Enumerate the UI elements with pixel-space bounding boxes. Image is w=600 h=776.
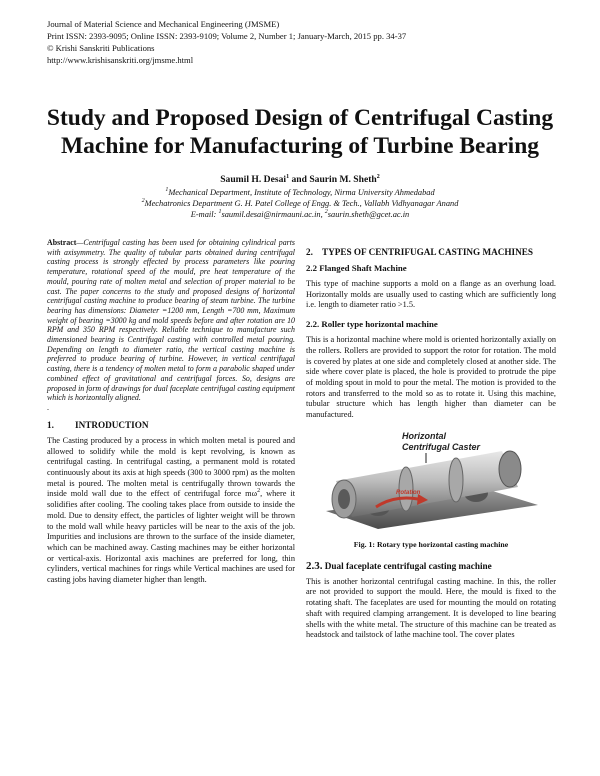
section2-heading: [306, 247, 556, 257]
s23-number: 2.3.: [306, 559, 323, 572]
rotation-label: Rotation: [396, 489, 421, 496]
journal-issn: Print ISSN: 2393-9095; Online ISSN: 2393-9109; Volume 2, Number 1; January-March, 2015 pp. 34-37: [47, 31, 407, 41]
abstract: [47, 238, 295, 403]
s21-heading: 2.2 Flanged Shaft Machine: [306, 263, 407, 273]
abstract-trailing-dot: .: [47, 402, 49, 412]
centrifugal-caster-illustration: [306, 429, 556, 536]
affiliations: [0, 187, 600, 220]
flange-2: [449, 458, 463, 502]
affiliation-1-sup: 1: [165, 187, 169, 194]
intro-heading-text: INTRODUCTION: [75, 419, 149, 430]
figure-label-line1: Horizontal: [402, 430, 446, 441]
s23-heading-text: Dual faceplate centrifugal casting machine: [324, 560, 492, 571]
affiliation-2: $^2$Mechatronics Department G. H. Patel College of Engg. & Tech., Vallabh Vidhyanagar Anand: [141, 198, 459, 208]
journal-header: [47, 18, 406, 66]
email-2[interactable]: saurin.sheth@gcet.ac.in: [327, 210, 410, 219]
right-column: [306, 238, 556, 649]
figure-1: [306, 429, 556, 536]
figure-1-caption: Fig. 1: Rotary type horizontal casting machine: [353, 539, 509, 549]
journal-url[interactable]: http://www.krishisanskriti.org/jmsme.html: [47, 55, 194, 65]
intro-number: 1.: [47, 419, 54, 430]
s22-text: This is a horizontal machine where mold is oriented horizontally axially on the rollers. Rollers are provided to support the rotor for rotation. The mold is covered by plates at one side and completely closed at another side. The side where cover plate is placed, the hole is provided to protrude the pipe of molding spout in mold to pour the metal. The motion is provided to the rotors and transferred to the mold so as to rotate it. Using this machine, tubular structure which has length higher than diameter can be manufactured.: [306, 335, 556, 420]
affiliation-2-sup: 2: [141, 198, 145, 205]
tube-end-right: [499, 451, 521, 487]
figure-label-line2: Centrifugal Caster: [402, 441, 481, 452]
flange-1: [399, 467, 413, 511]
s23-heading: [306, 560, 556, 572]
author-2-sup: 2: [376, 173, 380, 180]
author-1: Saumil H. Desai: [220, 174, 287, 185]
journal-name: Journal of Material Science and Mechanical Engineering (JMSME): [47, 19, 280, 29]
author-1-sup: 1: [286, 173, 290, 180]
journal-publisher: © Krishi Sanskriti Publications: [47, 43, 155, 53]
paper-title: Study and Proposed Design of Centrifugal Casting Machine for Manufacturing of Turbine Bearing: [46, 105, 554, 159]
left-column: [47, 238, 295, 594]
author-2: Saurin M. Sheth: [309, 174, 377, 185]
s22-heading: 2.2. Roller type horizontal machine: [306, 319, 438, 330]
section2-number: 2.: [306, 247, 313, 257]
abstract-text: —Centrifugal casting has been used for obtaining cylindrical parts with axisymmetry. The quality of tubular parts obtained during centrifugal casting process is strongly effected by process parameters like pouring temperature, rotational speed of the mould, pre heat temperature of the mould, pouring rate of molten metal and selection of proper material to be cast. The paper concerns to the study and proposed designs of horizontal centrifugal casting machine to produce bearing of steam turbine. The turbine bearing has dimensions: Diameter =1200 mm, Length =700 mm, Maximum weight of bearing =3000 kg and mold speeds before and after rotation are 10 RPM and 350 RPM respectively. Reliable technique to manufacture such dimensioned bearing is Centrifugal casting with controlled metal pouring. Depending on length to diameter ratio, the vertical casting machine is preferred to produce bearing of turbine. However, in vertical centrifugal casting, there is a tendency of molten metal to form a parabolic shaped under combined effect of gravitational and centrifugal forces. So, designs are proposed in form of drawings for dual faceplate centrifugal casting equipment which is horizontally aligned.: [47, 238, 295, 403]
email-1[interactable]: saumil.desai@nirmauni.ac.in,: [221, 210, 325, 219]
authors-and: and: [289, 174, 310, 185]
s23-text: This is another horizontal centrifugal casting machine. In this, the roller are not provided to support the mould. Here, the mould is fixed to the rotating shaft. The faceplates are used for mounting the mould on rotating shaft with required clamping arrangement. It is developed to line bearing shells with the white metal. The structure of this machine can be treated as headstock and tailstock of lathe machine tool. The cover plates: [306, 576, 556, 640]
affiliation-1: $^1$Mechanical Department, Institute of Technology, Nirma University Ahmedabad: [165, 187, 435, 197]
email-line: E-mail: $^1$saumil.desai@nirmauni.ac.in, $^2$saurin.sheth@gcet.ac.in: [190, 209, 410, 219]
intro-paragraph: The Casting produced by a process in which molten metal is poured and allowed to solidify while the mold is kept revolving, is known as centrifugal casting. In centrifugal casting, a permanent mold is rotated continuously about its axis at high speeds (300 to 3000 rpm) as the molten metal is poured. The molten metal is centrifugally thrown towards the inside mold wall due to the effect of centrifugal force $m\omega^2$, where it solidifies after cooling. The cooling takes place from outside to inside the mold. Due to density effect, the particles of lighter weight will be thrown to the mold wall while heavy particles will be near to the axis of the job. Impurities and inclusions are thrown to the surface of the inside diameter, which can be machined away. Casting machines may be either horizontal or vertical-axis. Horizontal axis machines are preferred for long, thin cylinders, vertical machines for rings while Vertical machines are used for casting jobs having diameter higher than length.: [47, 435, 295, 585]
abstract-label: Abstract: [47, 238, 77, 247]
authors: [0, 174, 600, 185]
s21-text: This type of machine supports a mold on a flange as an overhung load. Horizontally molds are usually used to casting which are sufficiently long i.e. length to diameter ratio >1.5.: [306, 279, 556, 310]
tube-bore: [338, 489, 350, 509]
intro-heading: [47, 420, 295, 430]
section2-heading-text: TYPES OF CENTRIFUGAL CASTING MACHINES: [322, 247, 534, 257]
